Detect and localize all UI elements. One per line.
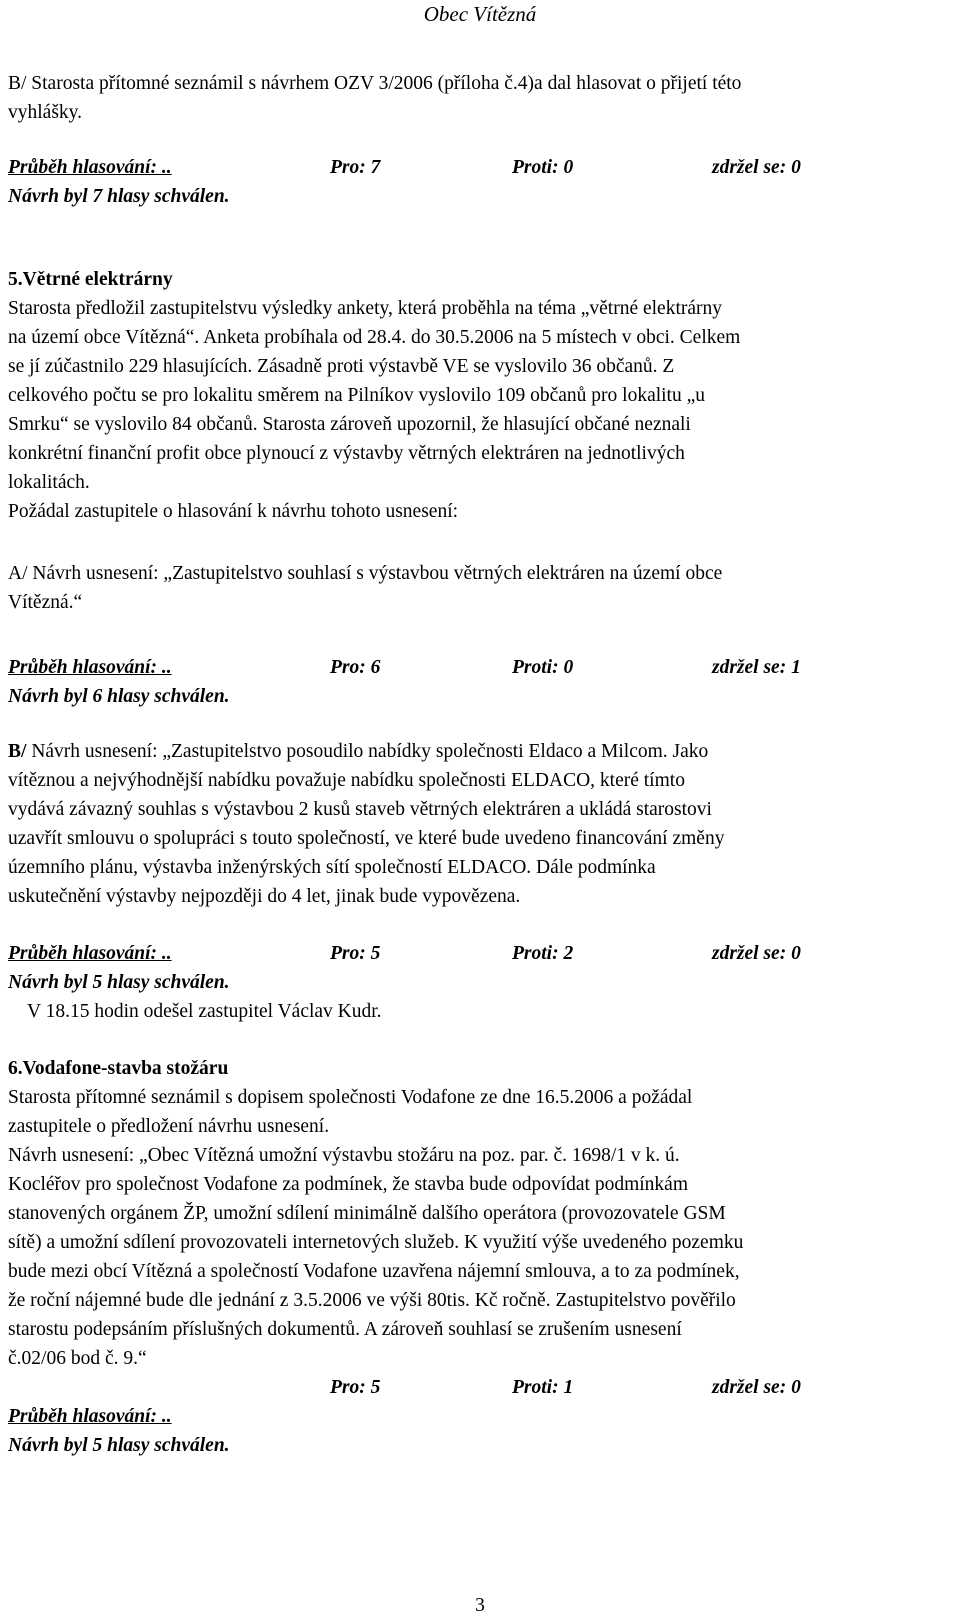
section-5-heading: 5.Větrné elektrárny bbox=[8, 269, 173, 290]
proposal-b-line-4: uzavřít smlouvu o spolupráci s touto společností, ve které bude uvedeno financování změny bbox=[8, 828, 725, 849]
proposal-b-line-1-text: Návrh usnesení: „Zastupitelstvo posoudilo nabídky společnosti Eldaco a Milcom. Jako bbox=[26, 741, 709, 762]
section-5-line-4: celkového počtu se pro lokalitu směrem na Pilníkov vyslovilo 109 občanů pro lokalitu „u bbox=[8, 385, 706, 406]
section-6-line-6: sítě) a umožní sdílení provozovateli internetových služeb. K využití výše uvedeného pozemku bbox=[8, 1232, 744, 1253]
vote-3-zdrzel: zdržel se: 0 bbox=[712, 943, 801, 964]
section-b-intro-line-2: vyhlášky. bbox=[8, 102, 83, 123]
vote-2-pro: Pro: 6 bbox=[330, 657, 381, 678]
vote-1-proti: Proti: 0 bbox=[512, 157, 574, 178]
section-6-line-1: Starosta přítomné seznámil s dopisem společnosti Vodafone ze dne 16.5.2006 a požádal bbox=[8, 1087, 693, 1108]
section-5-line-3: se jí zúčastnilo 229 hlasujících. Zásadně proti výstavbě VE se vyslovilo 36 občanů. Z bbox=[8, 356, 675, 377]
vote-3-label: Průběh hlasování: .. bbox=[8, 943, 172, 964]
vote-2-zdrzel: zdržel se: 1 bbox=[712, 657, 801, 678]
proposal-b-line-2: vítěznou a nejvýhodnější nabídku považuje nabídku společnosti ELDACO, které tímto bbox=[8, 770, 685, 791]
vote-4-label: Průběh hlasování: .. bbox=[8, 1406, 172, 1427]
vote-1-pro: Pro: 7 bbox=[330, 157, 381, 178]
page-header-title: Obec Vítězná bbox=[423, 2, 537, 26]
section-6-heading: 6.Vodafone-stavba stožáru bbox=[8, 1058, 229, 1079]
vote-1-label: Průběh hlasování: .. bbox=[8, 157, 172, 178]
section-5-line-2: na území obce Vítězná“. Anketa probíhala od 28.4. do 30.5.2006 na 5 místech v obci. Celkem bbox=[8, 327, 741, 348]
proposal-b-line-1 bbox=[8, 740, 708, 764]
section-5-line-6: konkrétní finanční profit obce plynoucí z výstavby větrných elektráren na jednotlivých bbox=[8, 443, 685, 464]
proposal-b-line-5: územního plánu, výstavba inženýrských sítí společností ELDACO. Dále podmínka bbox=[8, 857, 656, 878]
vote-2-proti: Proti: 0 bbox=[512, 657, 574, 678]
vote-1-result: Návrh byl 7 hlasy schválen. bbox=[8, 186, 230, 207]
proposal-b-line-6: uskutečnění výstavby nejpozději do 4 let, jinak bude vypovězena. bbox=[8, 886, 521, 907]
vote-2-result: Návrh byl 6 hlasy schválen. bbox=[8, 686, 230, 707]
vote-2-label: Průběh hlasování: .. bbox=[8, 657, 172, 678]
section-6-line-3: Návrh usnesení: „Obec Vítězná umožní výstavbu stožáru na poz. par. č. 1698/1 v k. ú. bbox=[8, 1145, 680, 1166]
section-6-line-8: že roční nájemné bude dle jednání z 3.5.2006 ve výši 80tis. Kč ročně. Zastupitelstvo pověřilo bbox=[8, 1290, 736, 1311]
section-5-line-5: Smrku“ se vyslovilo 84 občanů. Starosta zároveň upozornil, že hlasující občané neznali bbox=[8, 414, 691, 435]
section-b-intro-line-1: B/ Starosta přítomné seznámil s návrhem OZV 3/2006 (příloha č.4)a dal hlasovat o přijetí této bbox=[8, 73, 742, 94]
vote-3-proti: Proti: 2 bbox=[512, 943, 574, 964]
vote-4-pro: Pro: 5 bbox=[330, 1377, 381, 1398]
section-6-line-10: č.02/06 bod č. 9.“ bbox=[8, 1348, 147, 1369]
proposal-a-line-2: Vítězná.“ bbox=[8, 592, 83, 613]
section-6-line-4: Kocléřov pro společnost Vodafone za podmínek, že stavba bude odpovídat podmínkám bbox=[8, 1174, 688, 1195]
section-5-line-7: lokalitách. bbox=[8, 472, 90, 493]
departure-note: V 18.15 hodin odešel zastupitel Václav Kudr. bbox=[27, 1001, 382, 1022]
section-5-line-8: Požádal zastupitele o hlasování k návrhu tohoto usnesení: bbox=[8, 501, 459, 522]
section-6-line-7: bude mezi obcí Vítězná a společností Vodafone uzavřena nájemní smlouva, a to za podmínek, bbox=[8, 1261, 740, 1282]
vote-4-proti: Proti: 1 bbox=[512, 1377, 574, 1398]
vote-1-zdrzel: zdržel se: 0 bbox=[712, 157, 801, 178]
section-6-line-9: starostu podepsáním příslušných dokumentů. A zároveň souhlasí se zrušením usnesení bbox=[8, 1319, 682, 1340]
vote-4-result: Návrh byl 5 hlasy schválen. bbox=[8, 1435, 230, 1456]
page-number: 3 bbox=[475, 1595, 485, 1616]
proposal-b-line-3: vydává závazný souhlas s výstavbou 2 kusů staveb větrných elektráren a ukládá starostovi bbox=[8, 799, 712, 820]
proposal-a-line-1: A/ Návrh usnesení: „Zastupitelstvo souhlasí s výstavbou větrných elektráren na území obce bbox=[8, 563, 723, 584]
section-6-line-5: stanovených orgánem ŽP, umožní sdílení minimálně dalšího operátora (provozovatele GSM bbox=[8, 1203, 726, 1224]
section-6-line-2: zastupitele o předložení návrhu usnesení. bbox=[8, 1116, 330, 1137]
vote-3-result: Návrh byl 5 hlasy schválen. bbox=[8, 972, 230, 993]
vote-3-pro: Pro: 5 bbox=[330, 943, 381, 964]
proposal-b-prefix: B/ bbox=[8, 741, 27, 762]
section-5-line-1: Starosta předložil zastupitelstvu výsledky ankety, která proběhla na téma „větrné elektrárny bbox=[8, 298, 723, 319]
vote-4-zdrzel: zdržel se: 0 bbox=[712, 1377, 801, 1398]
